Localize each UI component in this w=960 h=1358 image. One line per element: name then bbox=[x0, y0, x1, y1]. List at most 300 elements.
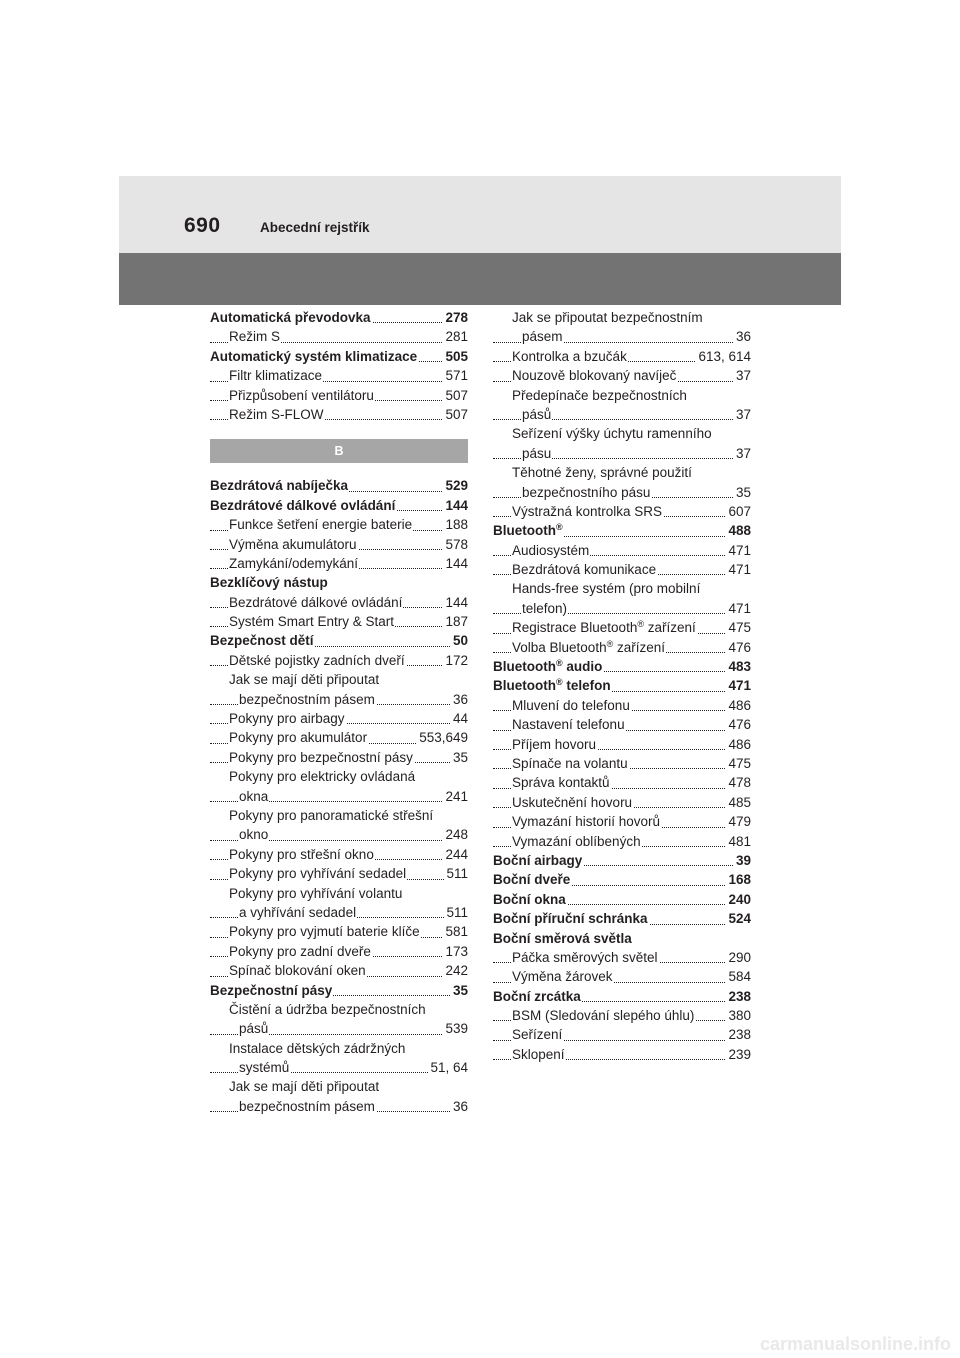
entry-label bbox=[512, 310, 704, 325]
index-entry bbox=[493, 676, 751, 695]
entry-label-text: Spínač blokování oken bbox=[229, 963, 366, 979]
entry-label bbox=[239, 905, 357, 920]
index-entry bbox=[493, 909, 751, 928]
entry-label-text: Režim S-FLOW bbox=[229, 406, 324, 422]
entry-label-text: Mluvení do telefonu bbox=[512, 697, 630, 713]
entry-label bbox=[493, 872, 571, 887]
entry-page-number: 281 bbox=[443, 327, 468, 346]
entry-label bbox=[239, 1060, 290, 1075]
entry-label-text: Bluetooth bbox=[493, 678, 556, 694]
index-entry bbox=[210, 1077, 468, 1096]
entry-label bbox=[512, 349, 628, 364]
entry-label-text: Bezdrátové dálkové ovládání bbox=[210, 497, 396, 513]
entry-page-number: 485 bbox=[726, 793, 751, 812]
entry-page-number: 505 bbox=[443, 347, 468, 366]
entry-page-number: 471 bbox=[726, 599, 751, 618]
entry-page-number: 35 bbox=[451, 981, 468, 1000]
entry-label bbox=[493, 523, 564, 538]
entry-page-number: 529 bbox=[443, 476, 468, 495]
entry-label bbox=[522, 601, 568, 616]
entry-label bbox=[229, 388, 375, 403]
entry-page-number: 240 bbox=[726, 890, 751, 909]
index-column-right bbox=[493, 308, 751, 1064]
entry-label bbox=[522, 329, 564, 344]
index-entry bbox=[493, 579, 751, 598]
entry-label-text: Bezdrátová komunikace bbox=[512, 562, 657, 578]
entry-label-text: Dětské pojistky zadních dveří bbox=[229, 652, 405, 668]
index-entry bbox=[493, 386, 751, 405]
entry-label bbox=[239, 692, 376, 707]
entry-label bbox=[512, 795, 633, 810]
entry-label bbox=[512, 775, 611, 790]
entry-page-number: 35 bbox=[734, 483, 751, 502]
entry-label-text: Kontrolka a bzučák bbox=[512, 348, 627, 364]
index-entry bbox=[210, 327, 468, 346]
index-entry bbox=[210, 864, 468, 883]
index-entry bbox=[493, 444, 751, 463]
index-entry bbox=[493, 870, 751, 889]
registered-mark: ® bbox=[556, 522, 563, 533]
entry-page-number: 242 bbox=[443, 961, 468, 980]
entry-label-text: Automatická převodovka bbox=[210, 310, 371, 325]
entry-label-text: Zamykání/odemykání bbox=[229, 555, 359, 571]
index-entry bbox=[493, 773, 751, 792]
entry-page-number: 50 bbox=[451, 631, 468, 650]
index-entry bbox=[210, 651, 468, 670]
index-entry bbox=[210, 1097, 468, 1116]
entry-page-number: 144 bbox=[443, 496, 468, 515]
registered-mark: ® bbox=[556, 677, 563, 688]
entry-label bbox=[229, 672, 380, 687]
watermark: carmanualsonline.info bbox=[760, 1334, 952, 1354]
entry-label-text: Výměna žárovek bbox=[512, 969, 613, 985]
entry-label-text: Boční směrová světla bbox=[493, 930, 632, 946]
entry-page-number: 581 bbox=[443, 922, 468, 941]
entry-page-number: 578 bbox=[443, 535, 468, 554]
entry-label-suffix: zařízení bbox=[613, 639, 666, 655]
registered-mark: ® bbox=[556, 658, 563, 669]
index-entry bbox=[210, 496, 468, 515]
index-entry bbox=[493, 618, 751, 637]
entry-page-number: 144 bbox=[443, 554, 468, 573]
entry-label-text: Pokyny pro vyhřívání sedadel bbox=[229, 866, 407, 882]
entry-label bbox=[512, 581, 701, 596]
entry-label-text: Předepínače bezpečnostních bbox=[512, 387, 687, 403]
entry-page-number: 471 bbox=[726, 541, 751, 560]
entry-label bbox=[493, 989, 582, 1004]
entry-label bbox=[512, 1008, 695, 1023]
entry-label bbox=[210, 498, 396, 513]
entry-page-number: 238 bbox=[726, 987, 751, 1006]
entry-label bbox=[493, 678, 612, 693]
entry-label bbox=[493, 911, 649, 926]
entry-label-text: Bluetooth bbox=[493, 523, 556, 539]
entry-page-number: 476 bbox=[726, 715, 751, 734]
entry-label-text: Bezpečnostní pásy bbox=[210, 982, 333, 998]
entry-label-text: Hands-free systém (pro mobilní bbox=[512, 581, 701, 597]
entry-label bbox=[493, 659, 603, 674]
entry-label-suffix: telefon bbox=[562, 678, 611, 694]
index-entry bbox=[210, 884, 468, 903]
index-entry bbox=[493, 483, 751, 502]
entry-page-number: 188 bbox=[443, 515, 468, 534]
index-group-a bbox=[210, 308, 468, 424]
entry-label bbox=[512, 814, 661, 829]
index-entry bbox=[493, 541, 751, 560]
index-entry bbox=[210, 515, 468, 534]
index-entry bbox=[210, 806, 468, 825]
entry-label-text: Pokyny pro střešní okno bbox=[229, 846, 374, 862]
entry-label-text: Výměna akumulátoru bbox=[229, 536, 357, 552]
entry-label bbox=[512, 834, 642, 849]
entry-label bbox=[229, 808, 434, 823]
entry-label-text: pásem bbox=[522, 329, 563, 345]
entry-page-number: 39 bbox=[734, 851, 751, 870]
entry-label-text: Pokyny pro panoramatické střešní bbox=[229, 807, 434, 823]
entry-label-text: Výstražná kontrolka SRS bbox=[512, 503, 663, 519]
entry-page-number: 238 bbox=[726, 1025, 751, 1044]
entry-label bbox=[229, 368, 323, 383]
entry-label bbox=[512, 1027, 563, 1042]
entry-label-text: okno bbox=[239, 827, 269, 843]
entry-label bbox=[512, 717, 626, 732]
index-entry bbox=[210, 922, 468, 941]
entry-label bbox=[512, 620, 697, 635]
index-entry bbox=[493, 832, 751, 851]
index-entry bbox=[210, 1019, 468, 1038]
entry-page-number: 278 bbox=[443, 308, 468, 327]
index-entry bbox=[210, 554, 468, 573]
index-entry bbox=[493, 967, 751, 986]
entry-label bbox=[512, 640, 666, 655]
entry-label-text: Jak se mají děti připoutat bbox=[229, 1079, 380, 1095]
entry-label-text: a vyhřívání sedadel bbox=[239, 904, 357, 920]
entry-label bbox=[210, 983, 333, 998]
entry-label bbox=[512, 756, 629, 771]
entry-label bbox=[229, 614, 395, 629]
entry-page-number: 584 bbox=[726, 967, 751, 986]
entry-label-text: Správa kontaktů bbox=[512, 775, 610, 791]
entry-label bbox=[229, 847, 375, 862]
entry-label-text: Bezdrátová nabíječka bbox=[210, 478, 349, 494]
entry-label-text: BSM (Sledování slepého úhlu) bbox=[512, 1008, 695, 1024]
entry-label-text: Čistění a údržba bezpečnostních bbox=[229, 1001, 426, 1017]
index-entry bbox=[210, 1039, 468, 1058]
index-entry bbox=[210, 767, 468, 786]
index-entry bbox=[493, 735, 751, 754]
entry-label bbox=[493, 892, 567, 907]
index-column-left bbox=[210, 308, 468, 1116]
entry-label bbox=[512, 698, 631, 713]
entry-label bbox=[229, 595, 403, 610]
entry-label-suffix: audio bbox=[562, 659, 603, 675]
section-title: Abecední rejstřík bbox=[260, 220, 370, 235]
index-entry bbox=[493, 638, 751, 657]
entry-label bbox=[229, 963, 367, 978]
entry-page-number: 486 bbox=[726, 696, 751, 715]
entry-page-number: 483 bbox=[726, 657, 751, 676]
entry-label-text: Funkce šetření energie baterie bbox=[229, 517, 413, 533]
index-entry bbox=[210, 961, 468, 980]
entry-page-number: 241 bbox=[443, 787, 468, 806]
entry-label-text: Uskutečnění hovoru bbox=[512, 794, 633, 810]
entry-page-number: 571 bbox=[443, 366, 468, 385]
index-entry bbox=[210, 690, 468, 709]
entry-label-text: Seřízení výšky úchytu ramenního bbox=[512, 426, 712, 442]
entry-label bbox=[229, 711, 346, 726]
entry-page-number: 168 bbox=[726, 870, 751, 889]
index-entry bbox=[493, 599, 751, 618]
index-entry bbox=[210, 748, 468, 767]
entry-label bbox=[512, 543, 590, 558]
entry-label-text: Registrace Bluetooth bbox=[512, 620, 638, 636]
entry-label-text: Systém Smart Entry & Start bbox=[229, 614, 395, 630]
index-entry bbox=[210, 366, 468, 385]
entry-page-number: 471 bbox=[726, 560, 751, 579]
entry-label-text: Příjem hovoru bbox=[512, 736, 597, 752]
index-entry bbox=[210, 612, 468, 631]
entry-page-number: 471 bbox=[726, 676, 751, 695]
entry-label-text: Vymazání oblíbených bbox=[512, 833, 641, 849]
entry-page-number: 486 bbox=[726, 735, 751, 754]
entry-label bbox=[229, 517, 413, 532]
registered-mark: ® bbox=[637, 619, 644, 630]
index-entry bbox=[210, 903, 468, 922]
entry-label-text: Spínače na volantu bbox=[512, 755, 628, 771]
index-entry bbox=[493, 715, 751, 734]
entry-label bbox=[239, 789, 269, 804]
entry-label-text: okna bbox=[239, 788, 269, 804]
index-entry bbox=[493, 308, 751, 327]
index-entry bbox=[210, 1058, 468, 1077]
index-entry bbox=[493, 463, 751, 482]
entry-label bbox=[210, 349, 418, 364]
index-group-right bbox=[493, 308, 751, 1064]
entry-label bbox=[229, 329, 281, 344]
entry-label-text: Bluetooth bbox=[493, 659, 556, 675]
entry-label bbox=[239, 1021, 269, 1036]
entry-label-text: Nastavení telefonu bbox=[512, 717, 625, 733]
entry-label bbox=[229, 653, 406, 668]
entry-page-number: 239 bbox=[726, 1045, 751, 1064]
entry-page-number: 244 bbox=[443, 845, 468, 864]
entry-label-text: Boční příruční schránka bbox=[493, 911, 648, 927]
entry-label-text: Boční zrcátka bbox=[493, 988, 581, 1004]
entry-page-number: 36 bbox=[734, 327, 751, 346]
entry-label bbox=[512, 388, 688, 403]
entry-label-text: bezpečnostním pásem bbox=[239, 1098, 375, 1114]
index-entry bbox=[210, 845, 468, 864]
entry-label bbox=[512, 950, 659, 965]
entry-label-text: Přizpůsobení ventilátoru bbox=[229, 387, 374, 403]
entry-label bbox=[229, 750, 414, 765]
entry-page-number: 478 bbox=[726, 773, 751, 792]
entry-label bbox=[229, 944, 372, 959]
entry-label bbox=[512, 562, 657, 577]
entry-page-number: 488 bbox=[726, 521, 751, 540]
entry-label-text: Bezpečnost dětí bbox=[210, 633, 314, 649]
entry-label-text: Páčka směrových světel bbox=[512, 949, 658, 965]
index-entry bbox=[210, 787, 468, 806]
index-entry bbox=[493, 851, 751, 870]
entry-label-text: Nouzově blokovaný navíječ bbox=[512, 368, 677, 384]
index-entry bbox=[210, 728, 468, 747]
entry-page-number: 173 bbox=[443, 942, 468, 961]
index-entry bbox=[493, 366, 751, 385]
entry-label-text: Filtr klimatizace bbox=[229, 368, 323, 384]
entry-label bbox=[512, 426, 713, 441]
entry-page-number: 511 bbox=[444, 864, 468, 883]
index-group-b bbox=[210, 476, 468, 1116]
entry-label-text: Vymazání historií hovorů bbox=[512, 814, 661, 830]
entry-label-text: Boční okna bbox=[493, 891, 566, 907]
entry-label bbox=[512, 969, 614, 984]
index-entry bbox=[493, 657, 751, 676]
index-entry bbox=[493, 424, 751, 443]
entry-label-suffix: zařízení bbox=[643, 620, 696, 636]
page-number: 690 bbox=[184, 214, 221, 237]
entry-label-text: Sklopení bbox=[512, 1046, 565, 1062]
index-entry bbox=[493, 521, 751, 540]
entry-label bbox=[229, 769, 416, 784]
entry-label bbox=[229, 924, 421, 939]
index-entry bbox=[493, 987, 751, 1006]
entry-page-number: 524 bbox=[726, 909, 751, 928]
entry-page-number: 613, 614 bbox=[696, 347, 751, 366]
index-entry bbox=[493, 502, 751, 521]
entry-page-number: 507 bbox=[443, 386, 468, 405]
entry-label-text: Bezdrátové dálkové ovládání bbox=[229, 594, 403, 610]
entry-label-text: pásů bbox=[522, 406, 552, 422]
entry-page-number: 51, 64 bbox=[428, 1058, 468, 1077]
index-entry bbox=[493, 812, 751, 831]
index-entry bbox=[493, 1025, 751, 1044]
index-entry bbox=[210, 347, 468, 366]
entry-label bbox=[229, 1041, 406, 1056]
index-entry bbox=[210, 1000, 468, 1019]
entry-label-text: Režim S bbox=[229, 329, 281, 345]
header-band bbox=[119, 253, 841, 305]
index-entry bbox=[210, 631, 468, 650]
entry-label bbox=[229, 730, 368, 745]
entry-page-number: 507 bbox=[443, 405, 468, 424]
entry-page-number: 144 bbox=[443, 593, 468, 612]
entry-label bbox=[210, 478, 349, 493]
entry-label-text: Pokyny pro elektricky ovládaná bbox=[229, 769, 416, 785]
entry-page-number: 37 bbox=[734, 405, 751, 424]
index-entry bbox=[210, 573, 468, 592]
index-entry bbox=[210, 476, 468, 495]
entry-page-number: 37 bbox=[734, 366, 751, 385]
letter-heading-b: B bbox=[210, 439, 468, 463]
entry-page-number: 475 bbox=[726, 754, 751, 773]
entry-label bbox=[210, 575, 329, 590]
index-entry bbox=[493, 948, 751, 967]
entry-page-number: 380 bbox=[726, 1006, 751, 1025]
index-entry bbox=[493, 890, 751, 909]
index-entry bbox=[493, 405, 751, 424]
entry-label-text: Audiosystém bbox=[512, 542, 590, 558]
entry-page-number: 476 bbox=[726, 638, 751, 657]
index-entry bbox=[493, 929, 751, 948]
entry-label bbox=[229, 537, 358, 552]
entry-label bbox=[239, 1099, 376, 1114]
index-entry bbox=[210, 709, 468, 728]
entry-label bbox=[210, 633, 315, 648]
entry-label bbox=[493, 931, 633, 946]
entry-label-text: bezpečnostním pásem bbox=[239, 691, 375, 707]
entry-label-text: Pokyny pro akumulátor bbox=[229, 730, 368, 746]
registered-mark: ® bbox=[606, 638, 614, 649]
entry-label bbox=[229, 1002, 427, 1017]
entry-label bbox=[512, 1047, 566, 1062]
entry-label-text: Těhotné ženy, správné použití bbox=[512, 465, 692, 481]
entry-label bbox=[229, 866, 407, 881]
entry-label bbox=[239, 827, 269, 842]
index-entry bbox=[493, 1045, 751, 1064]
index-entry bbox=[210, 308, 468, 327]
entry-label bbox=[229, 556, 359, 571]
entry-label-text: Volba Bluetooth bbox=[512, 639, 607, 655]
entry-label-text: Jak se připoutat bezpečnostním bbox=[512, 310, 703, 325]
entry-label bbox=[512, 465, 693, 480]
entry-page-number: 37 bbox=[734, 444, 751, 463]
entry-label-text: systémů bbox=[239, 1060, 290, 1076]
entry-label-text: Pokyny pro vyjmutí baterie klíče bbox=[229, 924, 420, 940]
entry-label-text: Jak se mají děti připoutat bbox=[229, 672, 380, 688]
index-entry bbox=[493, 696, 751, 715]
entry-label-text: Pokyny pro airbagy bbox=[229, 711, 345, 727]
entry-label-text: Boční dveře bbox=[493, 872, 571, 888]
entry-label-text: Bezklíčový nástup bbox=[210, 575, 328, 591]
entry-label-text: Pokyny pro zadní dveře bbox=[229, 943, 371, 959]
index-entry bbox=[493, 327, 751, 346]
entry-page-number: 607 bbox=[726, 502, 751, 521]
entry-page-number: 481 bbox=[726, 832, 751, 851]
index-entry bbox=[210, 535, 468, 554]
entry-label-text: Boční airbagy bbox=[493, 852, 583, 868]
entry-page-number: 290 bbox=[726, 948, 751, 967]
index-entry bbox=[493, 1006, 751, 1025]
entry-page-number: 36 bbox=[451, 1097, 468, 1116]
entry-label-text: Instalace dětských zádržných bbox=[229, 1040, 406, 1056]
index-entry bbox=[210, 670, 468, 689]
index-entry bbox=[210, 942, 468, 961]
entry-label-text: Seřízení bbox=[512, 1027, 563, 1043]
index-entry bbox=[210, 981, 468, 1000]
entry-label bbox=[522, 485, 651, 500]
entry-label bbox=[229, 1079, 380, 1094]
entry-page-number: 539 bbox=[443, 1019, 468, 1038]
entry-label bbox=[210, 310, 372, 325]
entry-label bbox=[512, 737, 597, 752]
index-entry bbox=[210, 386, 468, 405]
index-entry bbox=[493, 560, 751, 579]
index-entry bbox=[210, 593, 468, 612]
entry-label-text: telefon) bbox=[522, 600, 568, 616]
entry-label bbox=[522, 446, 552, 461]
index-entry bbox=[210, 405, 468, 424]
index-entry bbox=[493, 754, 751, 773]
entry-label bbox=[522, 407, 552, 422]
index-entry bbox=[210, 825, 468, 844]
entry-label bbox=[512, 368, 677, 383]
entry-label-text: pásů bbox=[239, 1021, 269, 1037]
entry-page-number: 479 bbox=[726, 812, 751, 831]
entry-label-text: pásu bbox=[522, 445, 552, 461]
entry-label bbox=[493, 853, 583, 868]
entry-page-number: 553,649 bbox=[417, 728, 468, 747]
